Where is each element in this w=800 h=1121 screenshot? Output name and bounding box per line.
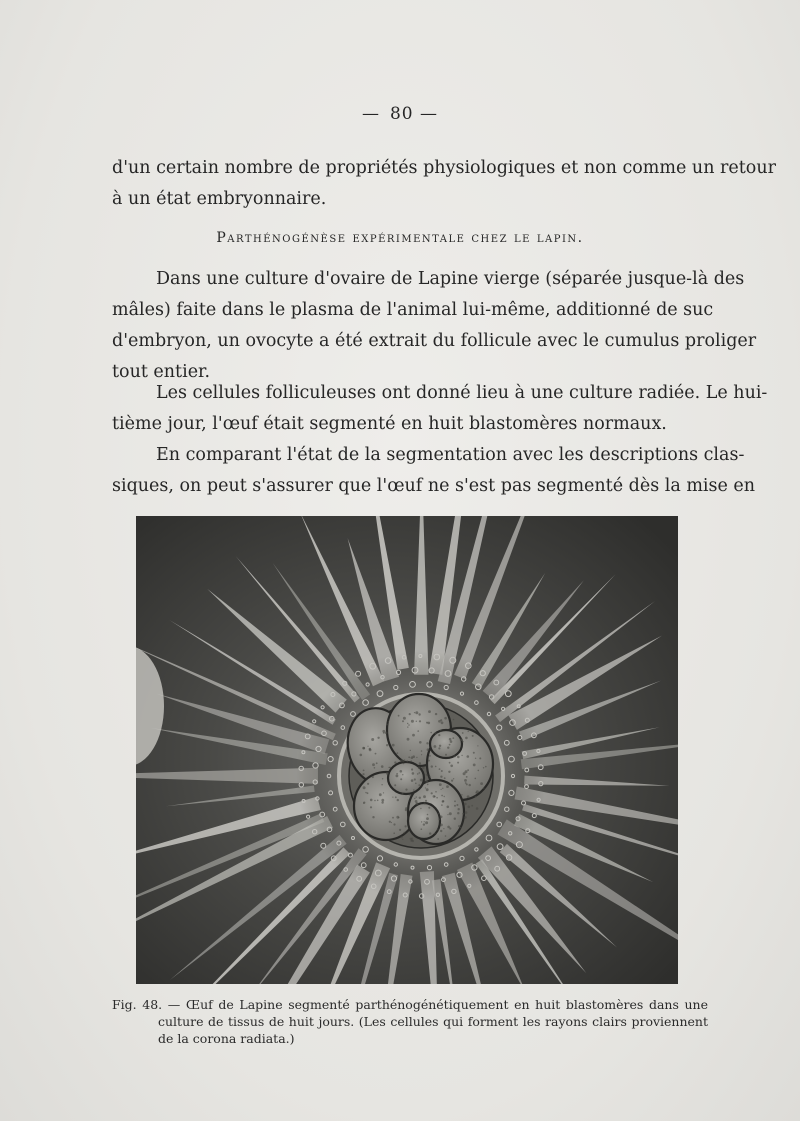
- text-line: Les cellules folliculeuses ont donné lieu à une culture radiée. Le hui-: [156, 383, 768, 403]
- granule: [425, 800, 427, 802]
- granule: [394, 761, 396, 763]
- granule: [440, 816, 443, 819]
- granule: [447, 814, 448, 815]
- granule: [414, 778, 416, 780]
- granule: [381, 801, 383, 803]
- granule: [436, 797, 438, 799]
- granule: [449, 738, 452, 741]
- granule: [416, 757, 417, 758]
- granule: [399, 829, 401, 831]
- granule: [428, 710, 431, 713]
- granule: [458, 808, 460, 810]
- granule: [372, 776, 374, 778]
- granule: [381, 784, 382, 785]
- granule: [427, 814, 429, 816]
- granule: [464, 803, 467, 806]
- granule: [446, 785, 449, 788]
- granule: [426, 780, 429, 783]
- granule: [438, 747, 440, 749]
- granule: [464, 779, 467, 782]
- granule: [414, 712, 415, 713]
- granule: [449, 744, 451, 746]
- paragraph-1: [112, 264, 757, 388]
- continuation-paragraph: [112, 153, 776, 215]
- granule: [475, 792, 477, 794]
- granule: [406, 760, 408, 762]
- figure-48-micrograph: [136, 516, 678, 984]
- text-line: tout entier.: [112, 362, 211, 382]
- granule: [434, 745, 437, 748]
- granule: [469, 784, 471, 786]
- granule: [382, 778, 383, 779]
- text-line: d'embryon, un ovocyte a été extrait du follicule avec le cumulus proliger: [112, 331, 757, 351]
- granule: [367, 746, 368, 747]
- text-line: Dans une culture d'ovaire de Lapine vierge (séparée jusque-là des: [156, 269, 745, 289]
- granule: [475, 778, 477, 780]
- granule: [411, 838, 413, 840]
- granule: [372, 763, 375, 766]
- granule: [397, 752, 399, 754]
- granule: [386, 744, 388, 746]
- granule: [428, 807, 430, 809]
- granule: [419, 762, 421, 764]
- granule: [377, 737, 379, 739]
- granule: [410, 750, 411, 751]
- granule: [449, 762, 451, 764]
- granule: [386, 772, 389, 775]
- granule: [464, 816, 467, 819]
- granule: [462, 813, 464, 815]
- granule: [420, 808, 421, 809]
- granule: [416, 796, 417, 797]
- granule: [405, 789, 407, 791]
- granule: [395, 796, 397, 798]
- granule: [472, 735, 474, 737]
- granule: [454, 755, 456, 757]
- granule: [374, 767, 376, 769]
- granule: [449, 812, 452, 815]
- granule: [418, 784, 420, 786]
- granule: [444, 717, 447, 720]
- granule: [475, 796, 477, 798]
- granule: [421, 828, 423, 830]
- granule: [419, 741, 422, 744]
- granule: [407, 726, 408, 727]
- granule: [400, 778, 402, 780]
- granule: [428, 760, 430, 762]
- granule: [363, 786, 366, 789]
- granule: [372, 816, 374, 818]
- granule: [435, 713, 437, 715]
- granule: [425, 821, 428, 824]
- granule: [402, 720, 404, 722]
- granule: [418, 713, 420, 715]
- granule: [439, 783, 442, 786]
- granule: [421, 750, 423, 752]
- granule: [440, 730, 442, 732]
- granule: [435, 766, 437, 768]
- granule: [460, 827, 461, 828]
- granule: [420, 779, 423, 782]
- caption-line: culture de tissus de huit jours. (Les cellules qui forment les rayons clairs proviennent: [158, 1014, 708, 1029]
- granule: [457, 762, 459, 764]
- granule: [412, 840, 414, 842]
- granule: [448, 771, 450, 773]
- granule: [411, 760, 412, 761]
- granule: [365, 792, 366, 793]
- granule: [411, 720, 414, 723]
- granule: [426, 742, 428, 744]
- granule: [415, 711, 418, 714]
- granule: [429, 832, 431, 834]
- granule: [449, 827, 451, 829]
- granule: [379, 793, 382, 796]
- granule: [401, 836, 403, 838]
- granule: [434, 732, 436, 734]
- granule: [388, 721, 389, 722]
- granule: [461, 755, 462, 756]
- granule: [461, 794, 462, 795]
- granule: [371, 738, 374, 741]
- granule: [431, 792, 433, 794]
- granule: [393, 823, 395, 825]
- granule: [468, 731, 469, 732]
- granule: [442, 800, 444, 802]
- paragraph-2: [112, 378, 768, 440]
- granule: [442, 788, 443, 789]
- granule: [412, 734, 415, 737]
- granule: [389, 821, 391, 823]
- granule: [434, 833, 435, 834]
- granule: [385, 732, 388, 735]
- granule: [417, 730, 419, 732]
- granule: [480, 782, 483, 785]
- text-line: En comparant l'état de la segmentation avec les descriptions clas-: [156, 445, 745, 465]
- granule: [441, 795, 443, 797]
- granule: [396, 773, 398, 775]
- page-number: — 80 —: [361, 104, 439, 124]
- granule: [483, 767, 484, 768]
- granule: [451, 780, 453, 782]
- granule: [410, 795, 412, 797]
- granule: [465, 782, 467, 784]
- granule: [419, 720, 421, 722]
- granule: [457, 756, 460, 759]
- granule: [423, 795, 426, 798]
- granule: [374, 800, 376, 802]
- granule: [407, 738, 410, 741]
- granule: [427, 784, 429, 786]
- granule: [452, 737, 454, 739]
- granule: [454, 818, 456, 820]
- granule: [404, 759, 406, 761]
- granule: [485, 766, 487, 768]
- granule: [401, 759, 404, 762]
- granule: [397, 799, 399, 801]
- text-line: mâles) faite dans le plasma de l'animal lui-même, additionné de suc: [112, 300, 714, 320]
- granule: [391, 822, 392, 823]
- granule: [473, 764, 476, 767]
- granule: [408, 724, 410, 726]
- granule: [447, 747, 449, 749]
- granule: [363, 747, 365, 749]
- granule: [466, 776, 468, 778]
- granule: [370, 806, 372, 808]
- granule: [438, 818, 440, 820]
- section-heading: Parthénogénèse expérimentale chez le lapin.: [216, 230, 584, 246]
- granule: [381, 765, 384, 768]
- granule: [423, 802, 425, 804]
- granule: [453, 778, 454, 779]
- granule: [427, 748, 430, 751]
- granule: [468, 806, 471, 809]
- granule: [444, 796, 445, 797]
- granule: [426, 788, 429, 791]
- granule: [444, 777, 446, 779]
- granule: [418, 766, 421, 769]
- text-line: d'un certain nombre de propriétés physiologiques et non comme un retour: [112, 158, 776, 178]
- granule: [392, 817, 394, 819]
- granule: [441, 770, 443, 772]
- granule: [394, 784, 396, 786]
- granule: [467, 755, 470, 758]
- granule: [450, 740, 453, 743]
- granule: [412, 772, 415, 775]
- granule: [471, 805, 473, 807]
- granule: [415, 800, 418, 803]
- granule: [460, 738, 463, 741]
- micrograph-image: [136, 516, 678, 984]
- granule: [429, 755, 431, 757]
- granule: [421, 821, 422, 822]
- figure-caption: [112, 996, 708, 1047]
- granule: [412, 755, 415, 758]
- granule: [408, 756, 410, 758]
- granule: [440, 830, 442, 832]
- granule: [383, 732, 385, 734]
- granule: [425, 787, 426, 788]
- granule: [439, 768, 441, 770]
- granule: [396, 816, 399, 819]
- granule: [430, 732, 432, 734]
- granule: [465, 737, 468, 740]
- granule: [392, 797, 393, 798]
- granule: [457, 812, 459, 814]
- granule: [473, 752, 475, 754]
- granule: [369, 748, 371, 750]
- granule: [403, 832, 405, 834]
- granule: [405, 807, 407, 809]
- granule: [424, 821, 425, 822]
- granule: [475, 758, 476, 759]
- granule: [416, 721, 417, 722]
- granule: [409, 713, 411, 715]
- granule: [367, 783, 369, 785]
- granule: [456, 804, 458, 806]
- granule: [440, 719, 442, 721]
- granule: [467, 795, 470, 798]
- granule: [383, 792, 384, 793]
- granule: [479, 757, 481, 759]
- granule: [402, 774, 403, 775]
- granule: [415, 783, 417, 785]
- granule: [388, 767, 389, 768]
- granule: [413, 789, 415, 791]
- granule: [423, 823, 425, 825]
- granule: [363, 770, 365, 772]
- granule: [405, 825, 407, 827]
- page-number-value: 80: [389, 104, 414, 124]
- granule: [407, 723, 408, 724]
- granule: [441, 789, 442, 790]
- granule: [414, 798, 415, 799]
- granule: [363, 802, 365, 804]
- granule: [454, 805, 456, 807]
- granule: [417, 773, 419, 775]
- granule: [402, 793, 404, 795]
- granule: [411, 768, 413, 770]
- granule: [431, 765, 433, 767]
- granule: [396, 775, 399, 778]
- granule: [441, 721, 444, 724]
- granule: [447, 806, 450, 809]
- text-line: à un état embryonnaire.: [112, 189, 327, 209]
- granule: [465, 811, 468, 814]
- granule: [465, 770, 468, 773]
- granule: [438, 813, 440, 815]
- text-line: tième jour, l'œuf était segmenté en huit blastomères normaux.: [112, 414, 667, 434]
- granule: [360, 754, 363, 757]
- granule: [381, 799, 384, 802]
- granule: [450, 765, 453, 768]
- granule: [386, 724, 388, 726]
- granule: [483, 787, 485, 789]
- granule: [440, 776, 442, 778]
- granule: [411, 779, 414, 782]
- granule: [453, 719, 455, 721]
- granule: [362, 773, 364, 775]
- text-line: siques, on peut s'assurer que l'œuf ne s'est pas segmenté dès la mise en: [112, 476, 756, 496]
- granule: [438, 734, 440, 736]
- granule: [402, 839, 403, 840]
- granule: [445, 835, 447, 837]
- granule: [393, 832, 395, 834]
- granule: [426, 817, 429, 820]
- granule: [435, 791, 437, 793]
- granule: [440, 824, 443, 827]
- paragraph-3: [112, 440, 756, 502]
- granule: [403, 763, 404, 764]
- granule: [426, 722, 428, 724]
- granule: [367, 792, 369, 794]
- granule: [376, 762, 378, 764]
- granule: [400, 770, 403, 773]
- granule: [478, 770, 480, 772]
- granule: [419, 797, 421, 799]
- granule: [439, 745, 441, 747]
- granule: [377, 800, 379, 802]
- granule: [476, 807, 479, 810]
- granule: [370, 799, 373, 802]
- caption-line: Fig. 48. — Œuf de Lapine segmenté parthénogénétiquement en huit blastomères dans une: [112, 997, 708, 1012]
- granule: [398, 715, 400, 717]
- granule: [392, 744, 395, 747]
- granule: [403, 717, 406, 720]
- granule: [422, 767, 425, 770]
- caption-line: de la corona radiata.): [158, 1031, 295, 1046]
- granule: [467, 769, 469, 771]
- granule: [437, 838, 439, 840]
- granule: [454, 800, 456, 802]
- granule: [441, 804, 443, 806]
- granule: [375, 753, 377, 755]
- granule: [434, 796, 436, 798]
- granule: [419, 772, 421, 774]
- granule: [429, 776, 431, 778]
- granule: [437, 829, 438, 830]
- granule: [426, 774, 428, 776]
- granule: [477, 745, 478, 746]
- granule: [445, 754, 447, 756]
- granule: [462, 732, 464, 734]
- granule: [462, 741, 464, 743]
- granule: [458, 825, 460, 827]
- granule: [421, 754, 422, 755]
- granule: [443, 828, 444, 829]
